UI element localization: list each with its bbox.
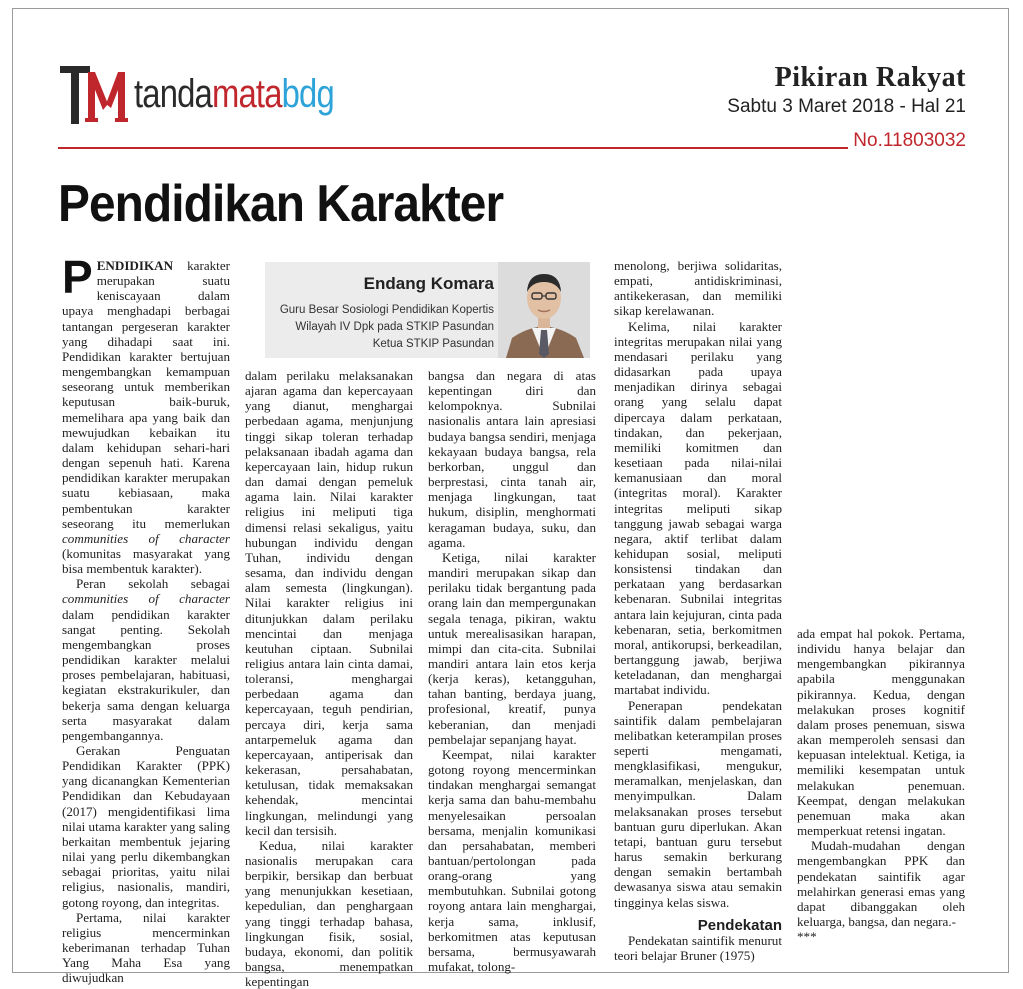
article-paragraph: Kedua, nilai karakter nasionalis merupakan cara berpikir, bersikap dan berbuat yang menunjukkan kesetiaan, kepedulian, dan penghargaan yang tinggi terhadap bahasa, lingkungan fisik, sosial, budaya, ekonomi, dan politik bangsa, menempatkan kepentingan: [245, 837, 413, 989]
article-column-4: [614, 258, 782, 963]
article-paragraph: Mudah-mudahan dengan mengembangkan PPK dan pendekatan saintifik agar melahirkan generasi emas yang dapat dibanggakan oleh keluarga, bangsa, dan negara.-: [797, 838, 965, 929]
article-paragraph: PENDIDIKAN karakter merupakan suatu keniscayaan dalam upaya menghadapi berbagai tantangan pergeseran karakter yang dihadapi saat ini. Pendidikan karakter bertujuan mengembangkan kemampuan seseorang untuk memberikan keputusan baik-buruk, memelihara apa yang baik dan mewujudkan kebaikan itu dalam kehidupan sehari-hari dengan sepenuh hati. Karena pendidikan karakter merupakan suatu kebiasaan, maka pembentukan karakter seseorang itu memerlukan communities of character (komunitas masyarakat yang bisa membentuk karakter).: [62, 251, 230, 577]
article-paragraph: dalam perilaku melaksanakan ajaran agama dan kepercayaan yang dianut, menghargai perbedaan agama, menjunjung tinggi sikap toleran terhadap pelaksanaan ibadah agama dan kepercayaan lain, hidup rukun dan damai dengan pemeluk agama lain. Nilai karakter religius ini meliputi tiga dimensi relasi sekaligus, yaitu hubungan individu dengan Tuhan, individu dengan sesama, dan individu dengan alam semesta (lingkungan). Nilai karakter religius ini ditunjukkan dalam perilaku mencintai dan menjaga keutuhan ciptaan. Subnilai religius antara lain cinta damai, toleransi, menghargai perbedaan agama dan kepercayaan, teguh pendirian, percaya diri, kerja sama antarpemeluk agama dan kepercayaan, antiperisak dan kekerasan, persahabatan, ketulusan, tidak memaksakan kehendak, mencintai lingkungan, melindungi yang kecil dan tersisih.: [245, 368, 413, 838]
author-title-2: Wilayah IV Dpk pada STKIP Pasundan: [295, 321, 494, 333]
article-paragraph: bangsa dan negara di atas kepentingan diri dan kelompoknya. Subnilai nasionalis antara lain apresiasi budaya bangsa sendiri, menjaga kekayaan budaya bangsa, rela berkorban, unggul dan berprestasi, cinta tanah air, menjaga lingkungan, taat hukum, disiplin, menghormati keragaman budaya, suku, dan agama.: [428, 368, 596, 550]
drop-cap: P: [62, 251, 93, 303]
article-column-2: [245, 368, 413, 989]
article-column-5: [797, 626, 965, 944]
section-subhead: Pendekatan: [697, 916, 782, 934]
masthead: [727, 62, 966, 118]
author-box: [265, 262, 590, 358]
tm-logo-icon: [58, 60, 130, 130]
article-paragraph: Pendekatan saintifik menurut teori belajar Bruner (1975): [614, 932, 782, 964]
article-column-3: [428, 368, 596, 974]
article-paragraph: Gerakan Penguatan Pendidikan Karakter (PPK) yang dicanangkan Kementerian Pendidikan dan Kebudayaan (2017) mengidentifikasi lima nilai utama karakter yang saling berkaitan membentuk jejaring nilai yang perlu dikembangkan sebagai prioritas, yaitu nilai religius, nasionalis, mandiri, gotong royong, dan integritas.: [62, 743, 230, 910]
issue-date: Sabtu 3 Maret 2018 - Hal 21: [727, 96, 966, 117]
article-column-1: [62, 251, 230, 986]
header-rule: [58, 147, 848, 149]
article-paragraph: Ketiga, nilai karakter mandiri merupakan sikap dan perilaku tidak bergantung pada orang lain dan mempergunakan segala tenaga, pikiran, waktu untuk merealisasikan harapan, mimpi dan cita-cita. Subnilai mandiri antara lain etos kerja (kerja keras), ketangguhan, tahan banting, berdaya juang, profesional, kreatif, punya keberanian, dan menjadi pembelajar sepanjang hayat.: [428, 549, 596, 747]
article-end-mark: ***: [797, 929, 817, 945]
author-photo-icon: [498, 262, 590, 358]
article-paragraph: ada empat hal pokok. Pertama, individu hanya belajar dan mengembangkan pikirannya apabila menggunakan pikirannya. Kedua, dengan melakukan proses kognitif dalam proses penemuan, siswa akan memperoleh sensasi dan kepuasan intelektual. Ketiga, ia memiliki kesempatan untuk melakukan penemuan. Keempat, dengan melakukan penemuan maka akan memperkuat retensi ingatan.: [797, 626, 965, 839]
logo-wordmark: tandamatabdg: [134, 72, 334, 116]
article-paragraph: Kelima, nilai karakter integritas merupakan nilai yang mendasari perilaku yang didasarkan pada upaya menjadikan dirinya sebagai orang yang selalu dapat dipercaya dalam perkataan, tindakan, dan pekerjaan, memiliki komitmen dan kesetiaan pada nilai-nilai kemanusiaan dan moral (integritas moral). Karakter integritas meliputi sikap tanggung jawab sebagai warga negara, aktif terlibat dalam kehidupan sosial, meliputi konsistensi tindakan dan perkataan yang berdasarkan kebenaran. Subnilai integritas antara lain kejujuran, cinta pada kebenaran, setia, berkomitmen moral, antikorupsi, berkeadilan, bertanggung jawab, berjiwa keteladanan, dan menghargai martabat individu.: [614, 318, 782, 698]
publication-name: Pikiran Rakyat: [774, 62, 966, 93]
issue-number: No.11803032: [853, 130, 966, 151]
article-paragraph: Peran sekolah sebagai communities of character dalam pendidikan karakter sangat penting. Sekolah mengembangkan proses pendidikan karakter melalui proses pembelajaran, habituasi, kegiatan ekstrakurikuler, dan bekerja sama dengan keluarga serta masyarakat dalam pengembangannya.: [62, 576, 230, 743]
article-headline: Pendidikan Karakter: [58, 175, 504, 233]
article-paragraph: Keempat, nilai karakter gotong royong mencerminkan tindakan menghargai semangat kerja sama dan bahu-membahu menyelesaikan persoalan bersama, menjalin komunikasi dan persahabatan, memberi bantuan/pertolongan pada orang-orang yang membutuhkan. Subnilai gotong royong antara lain menghargai, kerja sama, inklusif, berkomitmen atas keputusan bersama, bermusyawarah mufakat, tolong-: [428, 746, 596, 975]
article-paragraph: Pertama, nilai karakter religius mencerminkan keberimanan terhadap Tuhan Yang Maha Esa yang diwujudkan: [62, 909, 230, 986]
article-paragraph: Penerapan pendekatan saintifik dalam pembelajaran melibatkan keterampilan proses seperti mengamati, mengklasifikasi, mengukur, meramalkan, menjelaskan, dan menyimpulkan. Dalam melaksanakan proses tersebut bantuan guru diperlukan. Akan tetapi, bantuan guru tersebut harus semakin berkurang dengan semakin bertambah dewasanya siswa atau semakin tingginya kelas siswa.: [614, 697, 782, 910]
author-name: Endang Komara: [363, 274, 494, 293]
author-title-1: Guru Besar Sosiologi Pendidikan Kopertis: [279, 304, 494, 316]
article-paragraph: menolong, berjiwa solidaritas, empati, antidiskriminasi, antikekerasan, dan memiliki sikap kerelawanan.: [614, 258, 782, 319]
author-title-3: Ketua STKIP Pasundan: [372, 338, 494, 350]
